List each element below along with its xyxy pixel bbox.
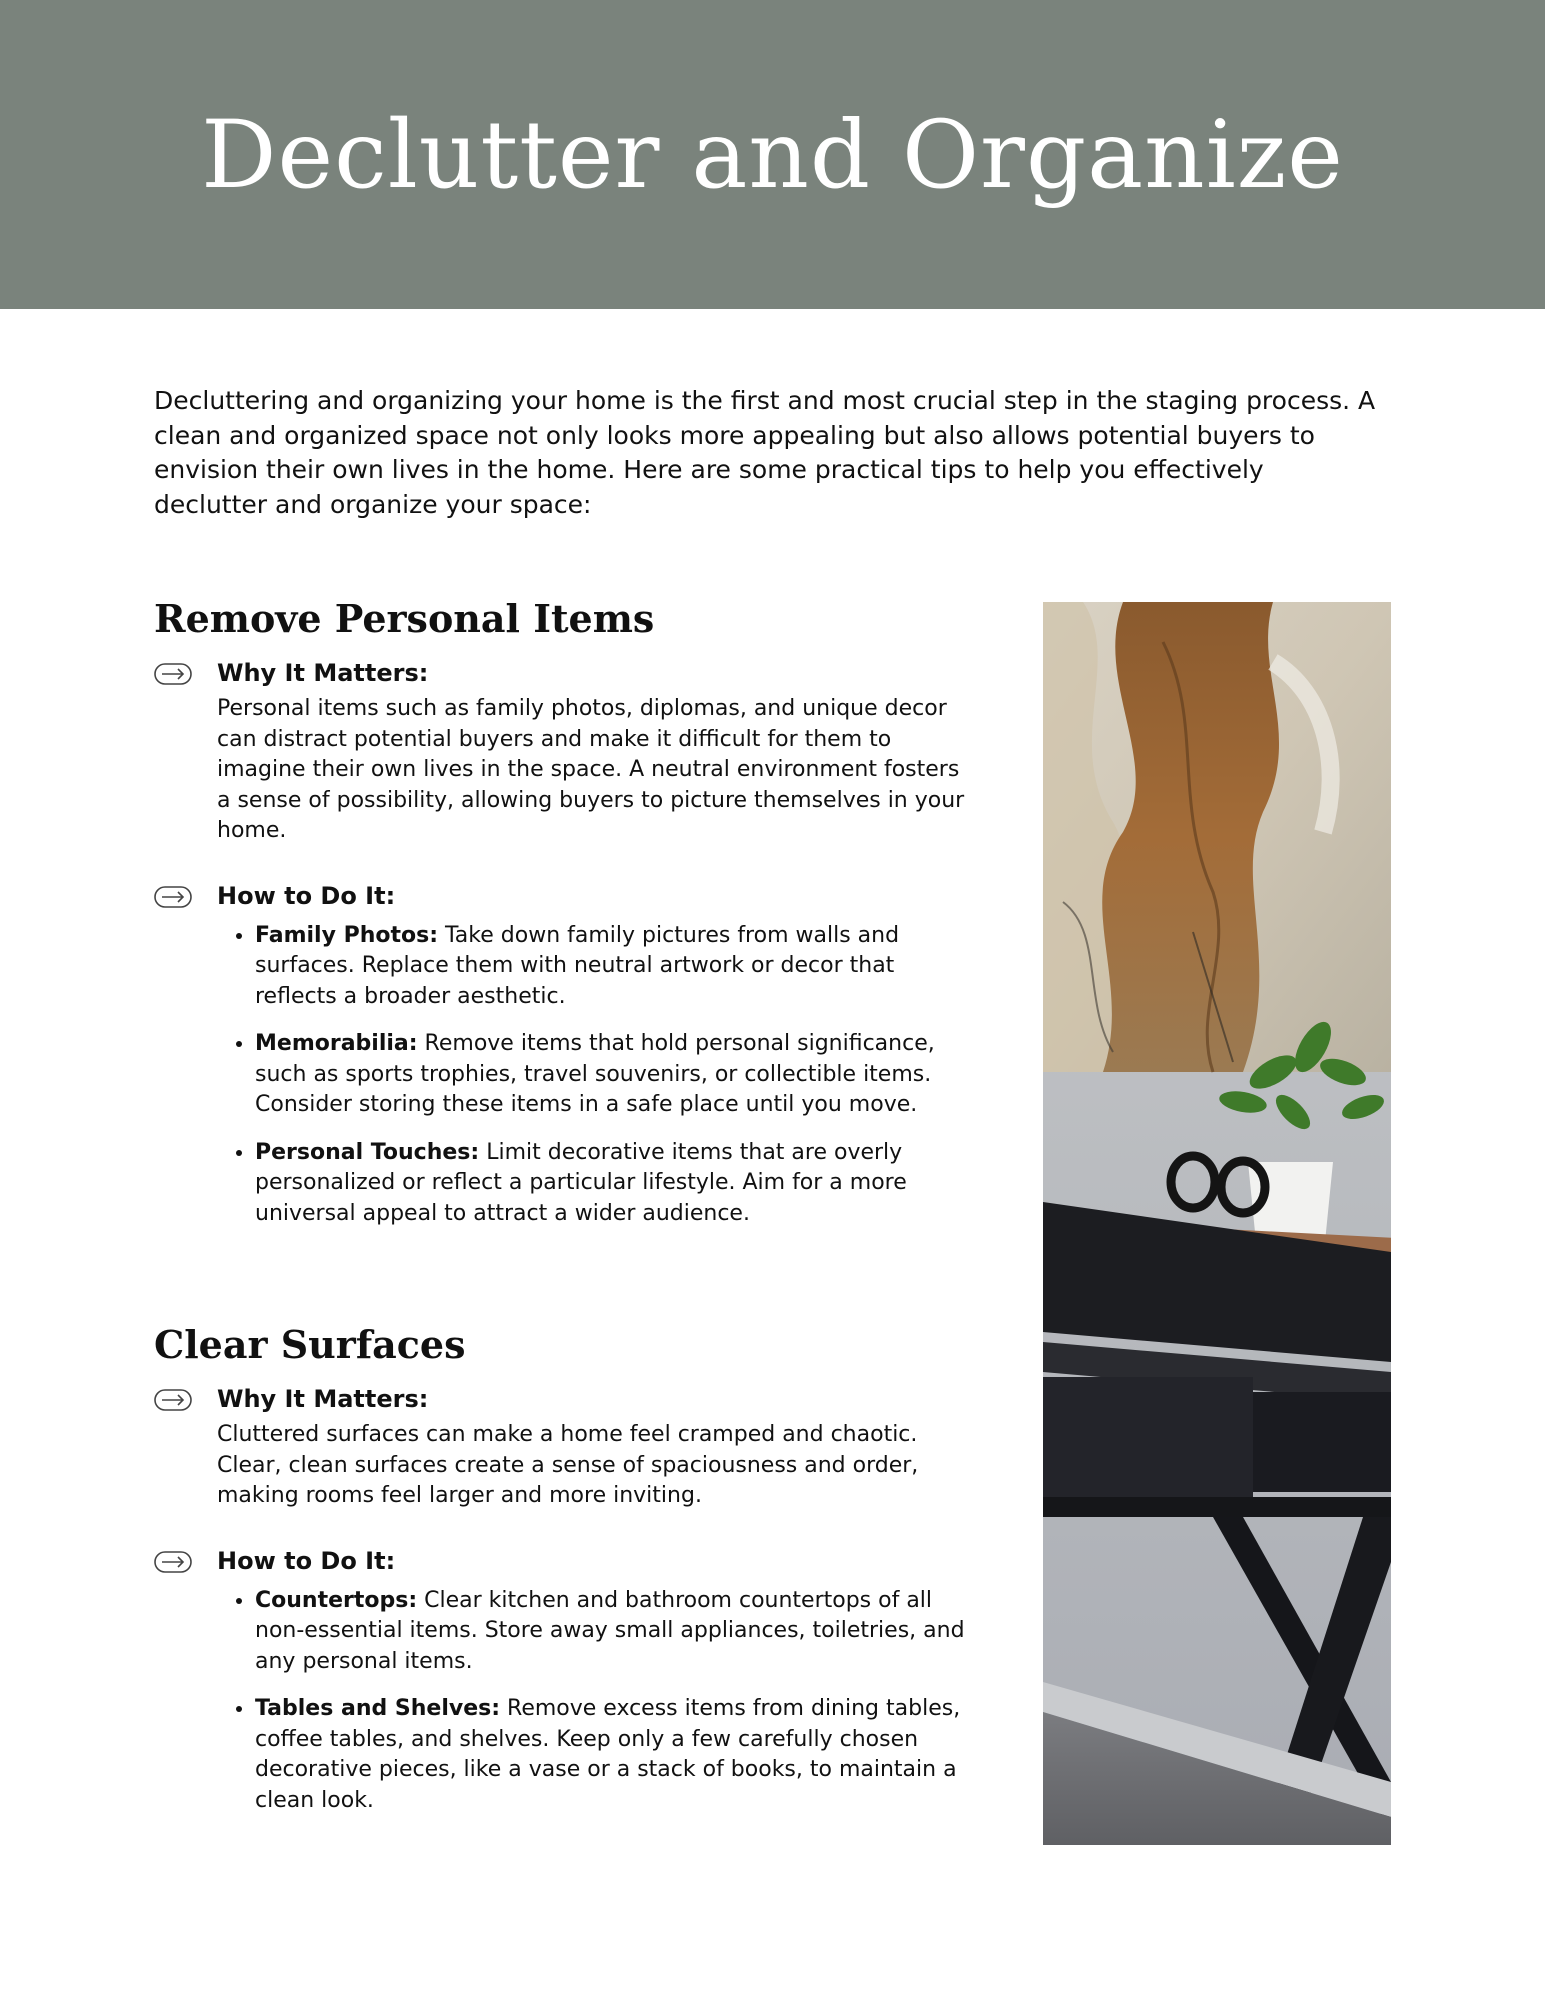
how-heading: How to Do It:: [217, 881, 396, 910]
tip-label: Personal Touches:: [255, 1139, 480, 1165]
tips-list: [217, 1586, 974, 1817]
how-heading: How to Do It:: [217, 1546, 396, 1575]
tip-label: Tables and Shelves:: [255, 1696, 501, 1721]
why-text: Personal items such as family photos, diplomas, and unique decor can distract potential buyers and make it difficult for them to imagine their own lives in the space. A neutral environment fosters a sense of possibility, allowing buyers to picture themselves in your home.: [217, 696, 965, 843]
why-it-matters-block: [154, 1382, 974, 1512]
arrow-right-icon: [154, 1389, 192, 1411]
why-heading: Why It Matters:: [217, 659, 429, 687]
section-title: Remove Personal Items: [154, 596, 655, 641]
tip-text: Limit decorative items that are overly personalized or reflect a particular lifestyle. Aim for a more universal appeal to attract a wider audience.: [255, 1139, 907, 1226]
how-to-do-it-block: [154, 879, 974, 1230]
tip-text: Remove excess items from dining tables, coffee tables, and shelves. Keep only a few carefully chosen decorative pieces, like a vase or a stack of books, to maintain a clean look.: [255, 1696, 961, 1813]
tips-list: [217, 921, 974, 1230]
decor-photo: [1043, 602, 1391, 1845]
arrow-right-icon: [154, 663, 192, 685]
why-text: Cluttered surfaces can make a home feel cramped and chaotic. Clear, clean surfaces create a sense of spaciousness and order, making rooms feel larger and more inviting.: [217, 1422, 919, 1508]
list-item: [255, 1694, 974, 1816]
tip-label: Family Photos:: [255, 922, 439, 948]
list-item: [255, 1029, 974, 1121]
intro-paragraph: Decluttering and organizing your home is the first and most crucial step in the staging process. A clean and organized space not only looks more appealing but also allows potential buyers to envision their own lives in the home. Here are some practical tips to help you effectively declutter and organize your space:: [154, 386, 1376, 519]
arrow-right-icon: [154, 886, 192, 908]
arrow-right-icon: [154, 1551, 192, 1573]
why-it-matters-block: [154, 656, 974, 847]
tip-label: Memorabilia:: [255, 1031, 418, 1056]
section-remove-personal-items: [154, 594, 974, 1246]
section-clear-surfaces: [154, 1320, 974, 1833]
list-item: [255, 1138, 974, 1230]
console-table-illustration: [1043, 602, 1391, 1845]
tip-text: Remove items that hold personal significance, such as sports trophies, travel souvenirs, or collectible items. Consider storing these items in a safe place until you move.: [255, 1031, 935, 1117]
list-item: [255, 921, 974, 1013]
page-title: Declutter and Organize: [201, 101, 1344, 210]
how-to-do-it-block: [154, 1544, 974, 1817]
tip-text: Take down family pictures from walls and surfaces. Replace them with neutral artwork or decor that reflects a broader aesthetic.: [255, 922, 900, 1009]
section-title: Clear Surfaces: [154, 1322, 466, 1367]
header-banner: [0, 0, 1545, 309]
list-item: [255, 1586, 974, 1678]
tip-label: Countertops:: [255, 1587, 418, 1613]
why-heading: Why It Matters:: [217, 1385, 429, 1413]
tip-text: Clear kitchen and bathroom countertops of all non-essential items. Store away small appliances, toiletries, and any personal items.: [255, 1587, 965, 1674]
